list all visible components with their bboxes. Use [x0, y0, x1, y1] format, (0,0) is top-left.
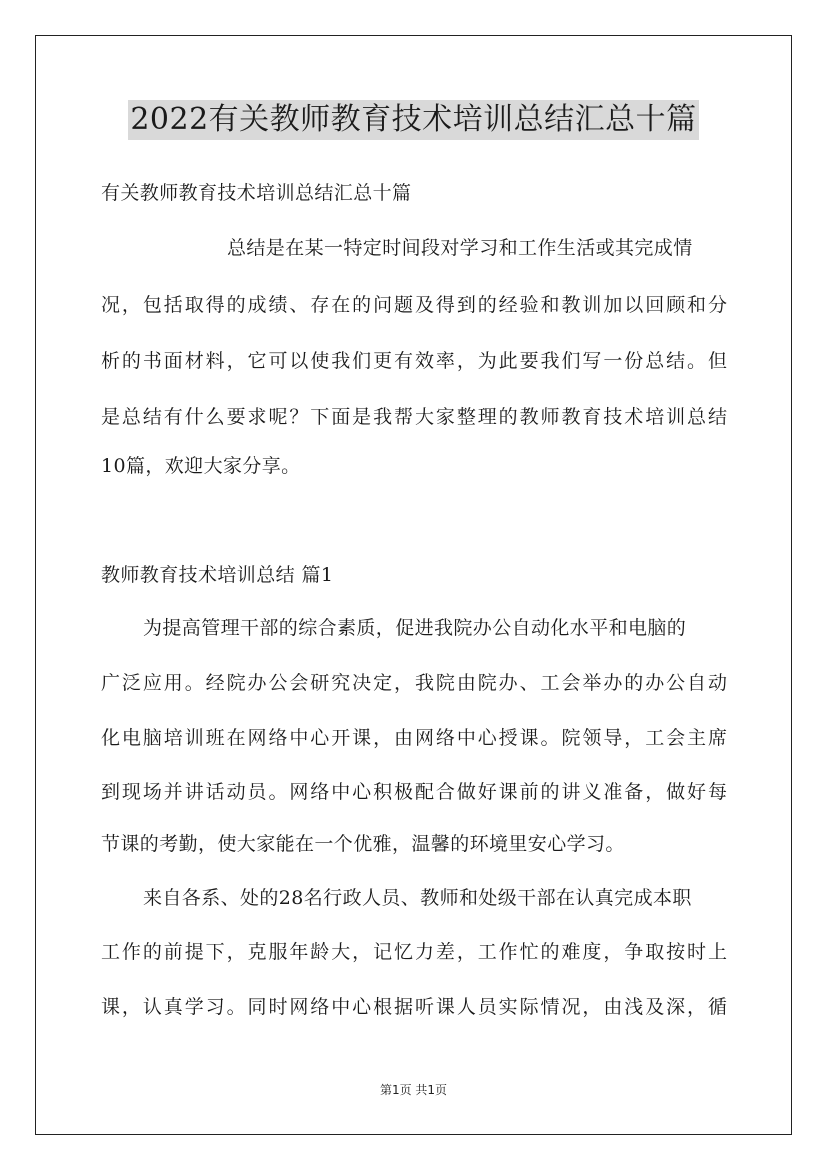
paragraph1-line-3: 化电脑培训班在网络中心开课，由网络中心授课。院领导，工会主席 — [101, 727, 727, 749]
title-container — [0, 100, 827, 140]
intro-line-3: 析的书面材料，它可以使我们更有效率，为此要我们写一份总结。但 — [101, 350, 727, 372]
intro-line-4: 是总结有什么要求呢？下面是我帮大家整理的教师教育技术培训总结 — [101, 406, 727, 428]
section-heading: 教师教育技术培训总结 篇1 — [101, 564, 334, 586]
intro-line-5: 10篇，欢迎大家分享。 — [101, 455, 301, 477]
paragraph1-line-5: 节课的考勤，使大家能在一个优雅，温馨的环境里安心学习。 — [101, 833, 625, 855]
document-title: 2022有关教师教育技术培训总结汇总十篇 — [128, 100, 698, 140]
paragraph2-line-3: 课，认真学习。同时网络中心根据听课人员实际情况，由浅及深，循 — [101, 996, 727, 1018]
page-footer: 第1页 共1页 — [379, 1083, 448, 1097]
paragraph1-line-2: 广泛应用。经院办公会研究决定，我院由院办、工会举办的办公自动 — [101, 672, 727, 694]
paragraph1-line-4: 到现场并讲话动员。网络中心积极配合做好课前的讲义准备，做好每 — [101, 781, 727, 803]
intro-line-2: 况，包括取得的成绩、存在的问题及得到的经验和教训加以回顾和分 — [101, 294, 727, 316]
intro-line-1: 总结是在某一特定时间段对学习和工作生活或其完成情 — [227, 237, 693, 259]
paragraph2-line-2: 工作的前提下，克服年龄大，记忆力差，工作忙的难度，争取按时上 — [101, 941, 727, 963]
paragraph1-line-1: 为提高管理干部的综合素质，促进我院办公自动化水平和电脑的 — [143, 617, 687, 639]
paragraph2-line-1: 来自各系、处的28名行政人员、教师和处级干部在认真完成本职 — [143, 887, 692, 909]
document-subtitle: 有关教师教育技术培训总结汇总十篇 — [101, 182, 412, 204]
